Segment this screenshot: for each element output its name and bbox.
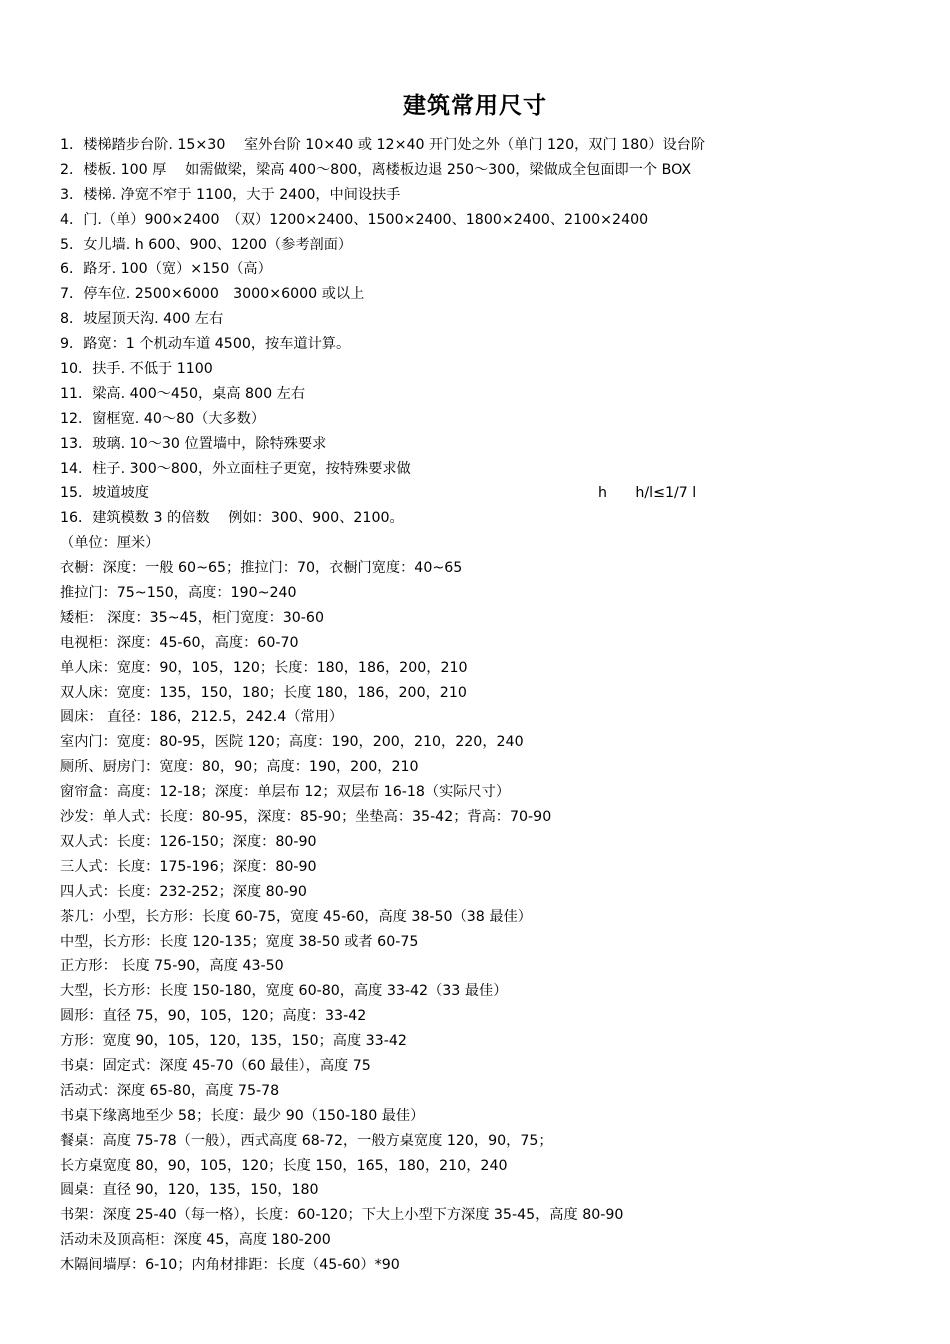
list-item: 双人式：长度：126-150；深度：80-90 <box>60 833 317 850</box>
list-item: 7．停车位. 2500×6000 3000×6000 或以上 <box>60 286 365 303</box>
list-item: 双人床：宽度：135，150，180；长度 180，186，200，210 <box>60 684 467 701</box>
list-item: 推拉门：75~150，高度：190~240 <box>60 585 297 602</box>
list-item: 正方形： 长度 75-90，高度 43-50 <box>60 958 284 975</box>
list-item: 餐桌：高度 75-78（一般），西式高度 68-72，一般方桌宽度 120，90，75； <box>60 1132 553 1149</box>
list-item: 室内门：宽度：80-95，医院 120；高度：190，200，210，220，240 <box>60 734 524 751</box>
list-item: 厕所、厨房门：宽度：80，90；高度：190，200，210 <box>60 759 419 776</box>
list-item: 长方桌宽度 80，90，105，120；长度 150，165，180，210，240 <box>60 1157 508 1174</box>
list-item: 13．玻璃. 10～30 位置墙中，除特殊要求 <box>60 435 327 452</box>
list-item: 电视柜：深度：45-60，高度：60-70 <box>60 634 299 651</box>
list-item: 圆床： 直径：186，212.5，242.4（常用） <box>60 709 344 726</box>
list-item: 5．女儿墙. h 600、900、1200（参考剖面） <box>60 236 353 253</box>
list-item: 木隔间墙厚：6-10；内角材排距：长度（45-60）*90 <box>60 1257 400 1274</box>
list-item: 书架：深度 25-40（每一格），长度：60-120；下大上小型下方深度 35-45，高度 80-90 <box>60 1207 624 1224</box>
list-item: 三人式：长度：175-196；深度：80-90 <box>60 858 317 875</box>
list-item: 6．路牙. 100（宽）×150（高） <box>60 261 272 278</box>
unit-note: （单位：厘米） <box>60 535 160 552</box>
list-item: 茶几：小型，长方形：长度 60-75，宽度 45-60，高度 38-50（38 最佳） <box>60 908 532 925</box>
ramp-label: 15．坡道坡度 <box>60 485 149 502</box>
list-item: 4．门.（单）900×2400 （双）1200×2400、1500×2400、1800×2400、2100×2400 <box>60 211 649 228</box>
list-item: 书桌下缘离地至少 58；长度：最少 90（150-180 最佳） <box>60 1107 425 1124</box>
list-item: 沙发：单人式：长度：80-95，深度：85-90；坐垫高：35-42；背高：70-90 <box>60 809 552 826</box>
list-item: 12．窗框宽. 40～80（大多数） <box>60 410 266 427</box>
list-item-ramp <box>60 481 920 506</box>
list-item: 1．楼梯踏步台阶. 15×30 室外台阶 10×40 或 12×40 开门处之外（单门 120，双门 180）设台阶 <box>60 137 706 153</box>
list-item: 活动未及顶高柜：深度 45，高度 180-200 <box>60 1232 331 1249</box>
list-item: 16．建筑模数 3 的倍数 例如：300、900、2100。 <box>60 510 404 527</box>
list-item: 11．梁高. 400～450，桌高 800 左右 <box>60 385 306 402</box>
list-item: 中型，长方形：长度 120-135；宽度 38-50 或者 60-75 <box>60 933 419 950</box>
list-item: 矮柜： 深度：35~45，柜门宽度：30-60 <box>60 609 324 626</box>
list-item: 大型，长方形：长度 150-180，宽度 60-80，高度 33-42（33 最佳） <box>60 983 508 1000</box>
list-item: 2．楼板. 100 厚 如需做梁，梁高 400～800，离楼板边退 250～300，梁做成全包面即一个 BOX <box>60 161 692 178</box>
list-item: 10．扶手. 不低于 1100 <box>60 361 213 378</box>
list-item: 圆形：直径 75，90，105，120；高度：33-42 <box>60 1008 367 1025</box>
list-item: 方形：宽度 90，105，120，135，150；高度 33-42 <box>60 1033 407 1050</box>
list-item: 活动式：深度 65-80，高度 75-78 <box>60 1082 280 1099</box>
page-title: 建筑常用尺寸 <box>403 92 547 119</box>
dimension-list <box>60 133 920 1278</box>
ramp-formula: h h/l≤1/7 l <box>598 485 697 502</box>
list-item: 衣橱：深度：一般 60~65；推拉门：70，衣橱门宽度：40~65 <box>60 560 463 577</box>
list-item: 9．路宽：1 个机动车道 4500，按车道计算。 <box>60 336 351 353</box>
list-item: 14．柱子. 300～800，外立面柱子更宽，按特殊要求做 <box>60 460 411 477</box>
list-item: 3．楼梯. 净宽不窄于 1100，大于 2400，中间设扶手 <box>60 186 401 203</box>
list-item: 8．坡屋顶天沟. 400 左右 <box>60 311 224 328</box>
list-item: 四人式：长度：232-252；深度 80-90 <box>60 883 307 900</box>
list-item: 单人床：宽度：90，105，120；长度：180，186，200，210 <box>60 659 468 676</box>
list-item: 圆桌：直径 90，120，135，150，180 <box>60 1182 319 1199</box>
list-item: 书桌：固定式：深度 45-70（60 最佳），高度 75 <box>60 1057 371 1074</box>
list-item: 窗帘盒：高度：12-18；深度：单层布 12；双层布 16-18（实际尺寸） <box>60 784 511 801</box>
